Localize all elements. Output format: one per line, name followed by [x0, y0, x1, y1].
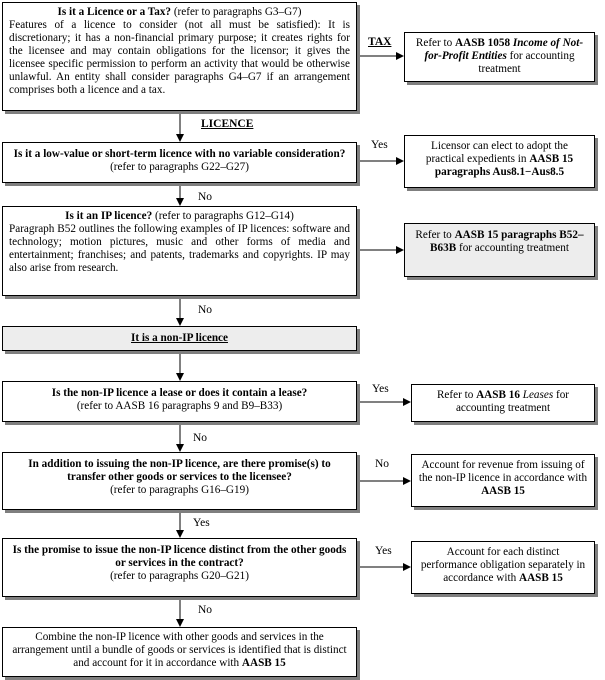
q5-outcome-box: Account for revenue from issuing of the non-IP licence in accordance with AASB 15: [411, 454, 595, 507]
q3-outcome-box: Refer to AASB 15 paragraphs B52–B63B for accounting treatment: [404, 223, 595, 277]
q3-no-label: No: [198, 304, 213, 316]
q1-title: Is it a Licence or a Tax?: [57, 6, 172, 18]
q1-box: [2, 2, 357, 111]
q5-box: In addition to issuing the non-IP licence, are there promise(s) to transfer other goods or services to the licensee? (refer to paragraphs G16–G19): [2, 452, 357, 510]
tax-label: TAX: [368, 36, 392, 48]
nonip-box: It is a non-IP licence: [2, 326, 357, 351]
q1-ref: (refer to paragraphs G3–G7): [171, 6, 302, 18]
q6-box: Is the promise to issue the non-IP licence distinct from the other goods or services in the contract? (refer to paragraphs G20–G21): [2, 538, 357, 597]
q4-outcome-box: Refer to AASB 16 Leases for accounting treatment: [411, 384, 595, 422]
q6-outcome-box: Account for each distinct performance obligation separately in accordance with AASB 15: [411, 541, 595, 594]
q4-box: Is the non-IP licence a lease or does it contain a lease? (refer to AASB 16 paragraphs 9 and B9–B33): [2, 381, 357, 422]
q4-no-label: No: [193, 432, 208, 444]
q6-no-label: No: [198, 604, 213, 616]
q6-yes-label: Yes: [375, 545, 392, 557]
q5-no-label: No: [375, 458, 390, 470]
q2-outcome-box: Licensor can elect to adopt the practical expedients in AASB 15 paragraphs Aus8.1−Aus8.5: [404, 135, 595, 188]
q3-body: Paragraph B52 outlines the following examples of IP licences: software and technology; motion pictures, music and other forms of media and entertainment; franchises; and patents, trademarks and copyrights. IP may also arise from research.: [9, 223, 350, 274]
tax-outcome-box: Refer to AASB 1058 Income of Not-for-Profit Entities for accounting treatment: [404, 32, 595, 82]
q1-body: Features of a licence to consider (not all must be satisfied): It is discretionary; it has a non-financial primary purpose; it creates rights for the licensee and may contain obligations for the licensor; it gives the licensee specific permission to perform an activity that would be otherwise unlawful. An entity shall consider paragraphs G4–G7 if an arrangement comprises both a licence and a tax.: [9, 19, 350, 96]
q3-box: Is it an IP licence? (refer to paragraphs G12–G14) Paragraph B52 outlines the following examples of IP licences: software and technology; motion pictures, music and other forms of media and entertainment; franchises; and patents, trademarks and copyrights. IP may also arise from research.: [2, 206, 357, 296]
q2-yes-label: Yes: [371, 139, 388, 151]
q5-yes-label: Yes: [193, 517, 210, 529]
q4-yes-label: Yes: [372, 383, 389, 395]
final-box: Combine the non-IP licence with other goods and services in the arrangement until a bundle of goods or services is identified that is distinct and account for it in accordance with AASB 15: [2, 627, 357, 677]
licence-label: LICENCE: [201, 118, 254, 130]
q2-no-label: No: [198, 191, 213, 203]
q2-box: Is it a low-value or short-term licence with no variable consideration? (refer to paragraphs G22–G27): [2, 142, 357, 183]
